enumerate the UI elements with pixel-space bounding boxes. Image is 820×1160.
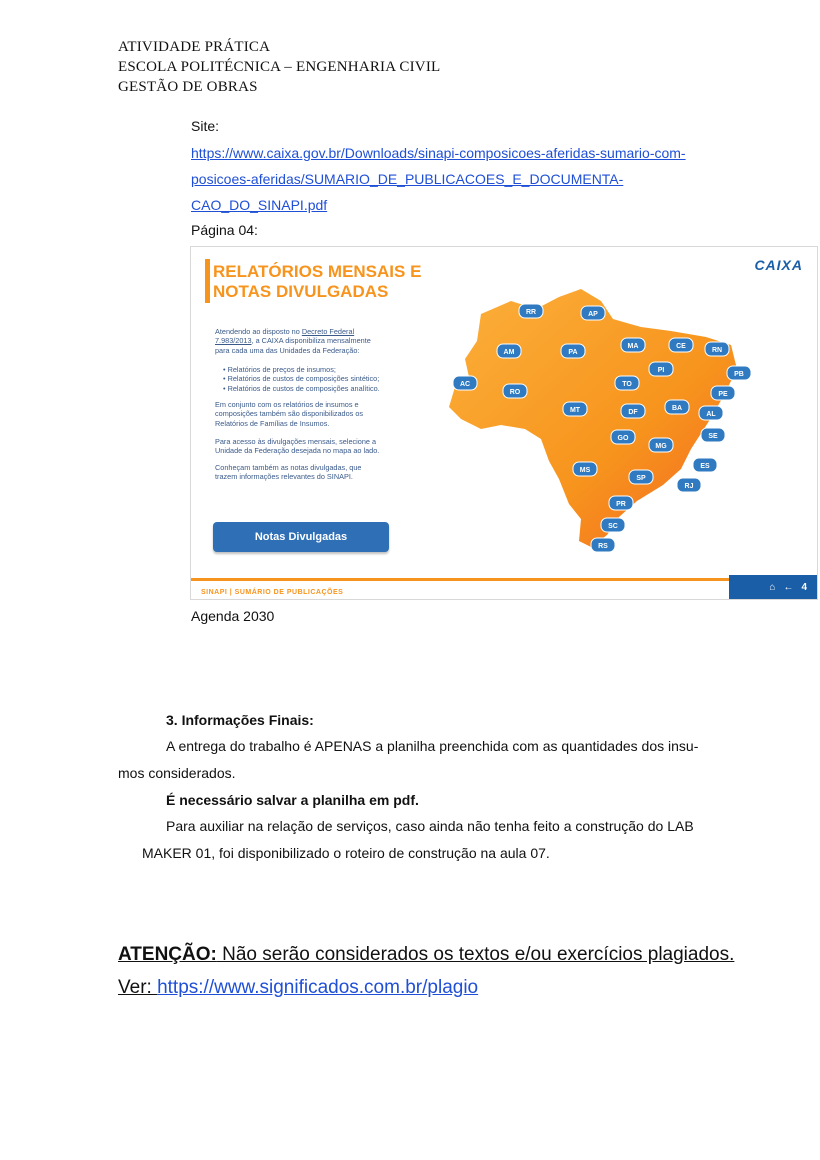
slide-title	[213, 262, 421, 302]
site-url-line-1[interactable]: https://www.caixa.gov.br/Downloads/sinapi-composicoes-aferidas-sumario-com-	[191, 145, 686, 161]
state-marker-am[interactable]	[497, 344, 521, 358]
header-line-2: ESCOLA POLITÉCNICA – ENGENHARIA CIVIL	[118, 59, 441, 75]
warning-ver-line	[118, 977, 478, 999]
state-label-mg: MG	[655, 443, 667, 450]
state-marker-go[interactable]	[611, 430, 635, 444]
state-label-pb: PB	[734, 371, 744, 378]
state-label-am: AM	[503, 349, 515, 356]
brazil-map	[441, 279, 761, 559]
state-label-rj: RJ	[684, 483, 694, 490]
para2-line-3: Relatórios de Famílias de Insumos.	[215, 418, 330, 428]
state-label-sc: SC	[608, 523, 618, 530]
caixa-logo: CAIXA	[754, 257, 803, 273]
slide-title-line-2: NOTAS DIVULGADAS	[213, 282, 389, 301]
home-icon[interactable]: ⌂	[769, 581, 776, 593]
state-marker-ro[interactable]	[503, 384, 527, 398]
section-p1-line-1: A entrega do trabalho é APENAS a planilha preenchida com as quantidades dos insu-	[166, 738, 699, 754]
state-marker-df[interactable]	[621, 404, 645, 418]
state-marker-al[interactable]	[699, 406, 723, 420]
state-marker-ma[interactable]	[621, 338, 645, 352]
state-marker-sc[interactable]	[601, 518, 625, 532]
state-label-sp: SP	[636, 475, 646, 482]
para1-pre: Atendendo ao disposto no	[215, 327, 302, 336]
state-label-ms: MS	[579, 467, 591, 474]
para3-line-2: Unidade da Federação desejada no mapa ao lado.	[215, 446, 380, 456]
section-title: 3. Informações Finais:	[166, 712, 314, 728]
slide-title-line-1: RELATÓRIOS MENSAIS E	[213, 262, 422, 281]
state-marker-sp[interactable]	[629, 470, 653, 484]
bullet-2: • Relatórios de custos de composições sintético;	[223, 374, 380, 384]
state-marker-rj[interactable]	[677, 478, 701, 492]
slide-para-3	[215, 437, 379, 456]
warning-label: ATENÇÃO:	[118, 944, 217, 965]
para1-line3: para cada uma das Unidades da Federação:	[215, 345, 360, 355]
state-marker-mt[interactable]	[563, 402, 587, 416]
back-arrow-icon[interactable]: ←	[783, 581, 794, 593]
title-accent-bar	[205, 259, 210, 303]
para4-line-1: Conheçam também as notas divulgadas, que	[215, 463, 362, 472]
section-p3-line-2: MAKER 01, foi disponibilizado o roteiro de construção na aula 07.	[142, 845, 550, 861]
slide-page-number: 4	[801, 581, 807, 593]
state-label-ac: AC	[459, 381, 471, 388]
decreto-link[interactable]: Decreto Federal	[301, 327, 355, 336]
state-marker-ms[interactable]	[573, 462, 597, 476]
bullet-1: • Relatórios de preços de insumos;	[223, 365, 336, 374]
state-marker-pr[interactable]	[609, 496, 633, 510]
state-label-ba: BA	[671, 405, 683, 412]
decreto-number-link[interactable]: 7.983/2013	[215, 336, 252, 346]
state-label-to: TO	[622, 381, 632, 388]
page-label: Página 04:	[191, 222, 258, 238]
slide-para-2	[215, 400, 363, 428]
state-label-se: SE	[708, 433, 718, 440]
state-label-es: ES	[700, 463, 710, 470]
plagio-link[interactable]: https://www.significados.com.br/plagio	[157, 977, 479, 998]
state-label-df: DF	[628, 409, 638, 416]
section-p3-line-1: Para auxiliar na relação de serviços, caso ainda não tenha feito a construção do LAB	[166, 818, 694, 834]
state-marker-ce[interactable]	[669, 338, 693, 352]
state-label-rn: RN	[711, 347, 723, 354]
state-label-mt: MT	[569, 407, 581, 414]
para2-line-1: Em conjunto com os relatórios de insumos e	[215, 400, 359, 409]
state-label-ro: RO	[509, 389, 521, 396]
para4-line-2: trazem informações relevantes do SINAPI.	[215, 472, 353, 482]
header-line-3: GESTÃO DE OBRAS	[118, 79, 258, 95]
para2-line-2: composições também são disponibilizados os	[215, 409, 364, 419]
slide-footer-text: SINAPI | SUMÁRIO DE PUBLICAÇÕES	[201, 589, 344, 596]
site-url-line-3[interactable]: CAO_DO_SINAPI.pdf	[191, 197, 328, 213]
state-marker-ba[interactable]	[665, 400, 689, 414]
header-line-1: ATIVIDADE PRÁTICA	[118, 39, 271, 55]
notas-divulgadas-button[interactable]: Notas Divulgadas	[213, 522, 389, 552]
state-marker-se[interactable]	[701, 428, 725, 442]
site-url-line-2[interactable]: posicoes-aferidas/SUMARIO_DE_PUBLICACOES_E_DOCUMENTA-	[191, 171, 624, 187]
state-label-pe: PE	[718, 391, 728, 398]
state-label-rs: RS	[598, 543, 608, 550]
slide-para-1	[215, 327, 371, 355]
site-label: Site:	[191, 118, 220, 134]
state-label-go: GO	[617, 435, 629, 442]
para3-line-1: Para acesso às divulgações mensais, selecione a	[215, 437, 377, 446]
state-marker-ac[interactable]	[453, 376, 477, 390]
agenda-label: Agenda 2030	[191, 608, 275, 624]
state-marker-rs[interactable]	[591, 538, 615, 552]
state-marker-rn[interactable]	[705, 342, 729, 356]
sinapi-slide	[190, 246, 818, 600]
state-label-rr: RR	[525, 309, 537, 316]
state-marker-pe[interactable]	[711, 386, 735, 400]
warning-text: Não serão considerados os textos e/ou exercícios plagiados.	[216, 944, 735, 965]
state-marker-to[interactable]	[615, 376, 639, 390]
state-marker-es[interactable]	[693, 458, 717, 472]
slide-nav	[729, 575, 817, 599]
brazil-map-shape	[449, 289, 737, 547]
state-marker-ap[interactable]	[581, 306, 605, 320]
state-label-ap: AP	[588, 311, 598, 318]
state-marker-pa[interactable]	[561, 344, 585, 358]
state-marker-pb[interactable]	[727, 366, 751, 380]
state-label-ce: CE	[676, 343, 686, 350]
state-marker-pi[interactable]	[649, 362, 673, 376]
slide-bullets	[223, 365, 380, 393]
section-p2: É necessário salvar a planilha em pdf.	[166, 792, 419, 808]
state-label-pa: PA	[568, 349, 578, 356]
state-label-pr: PR	[616, 501, 626, 508]
state-label-ma: MA	[627, 343, 639, 350]
para1-line2-rest: , a CAIXA disponibiliza mensalmente	[251, 336, 371, 346]
state-label-pi: PI	[657, 367, 665, 374]
state-marker-rr[interactable]	[519, 304, 543, 318]
bullet-3: • Relatórios de custos de composições analítico.	[223, 383, 380, 393]
state-marker-mg[interactable]	[649, 438, 673, 452]
warning-line	[118, 944, 734, 966]
ver-label: Ver:	[118, 977, 158, 998]
state-label-al: AL	[706, 411, 716, 418]
slide-para-4	[215, 463, 361, 482]
section-p1-line-2: mos considerados.	[118, 765, 236, 781]
